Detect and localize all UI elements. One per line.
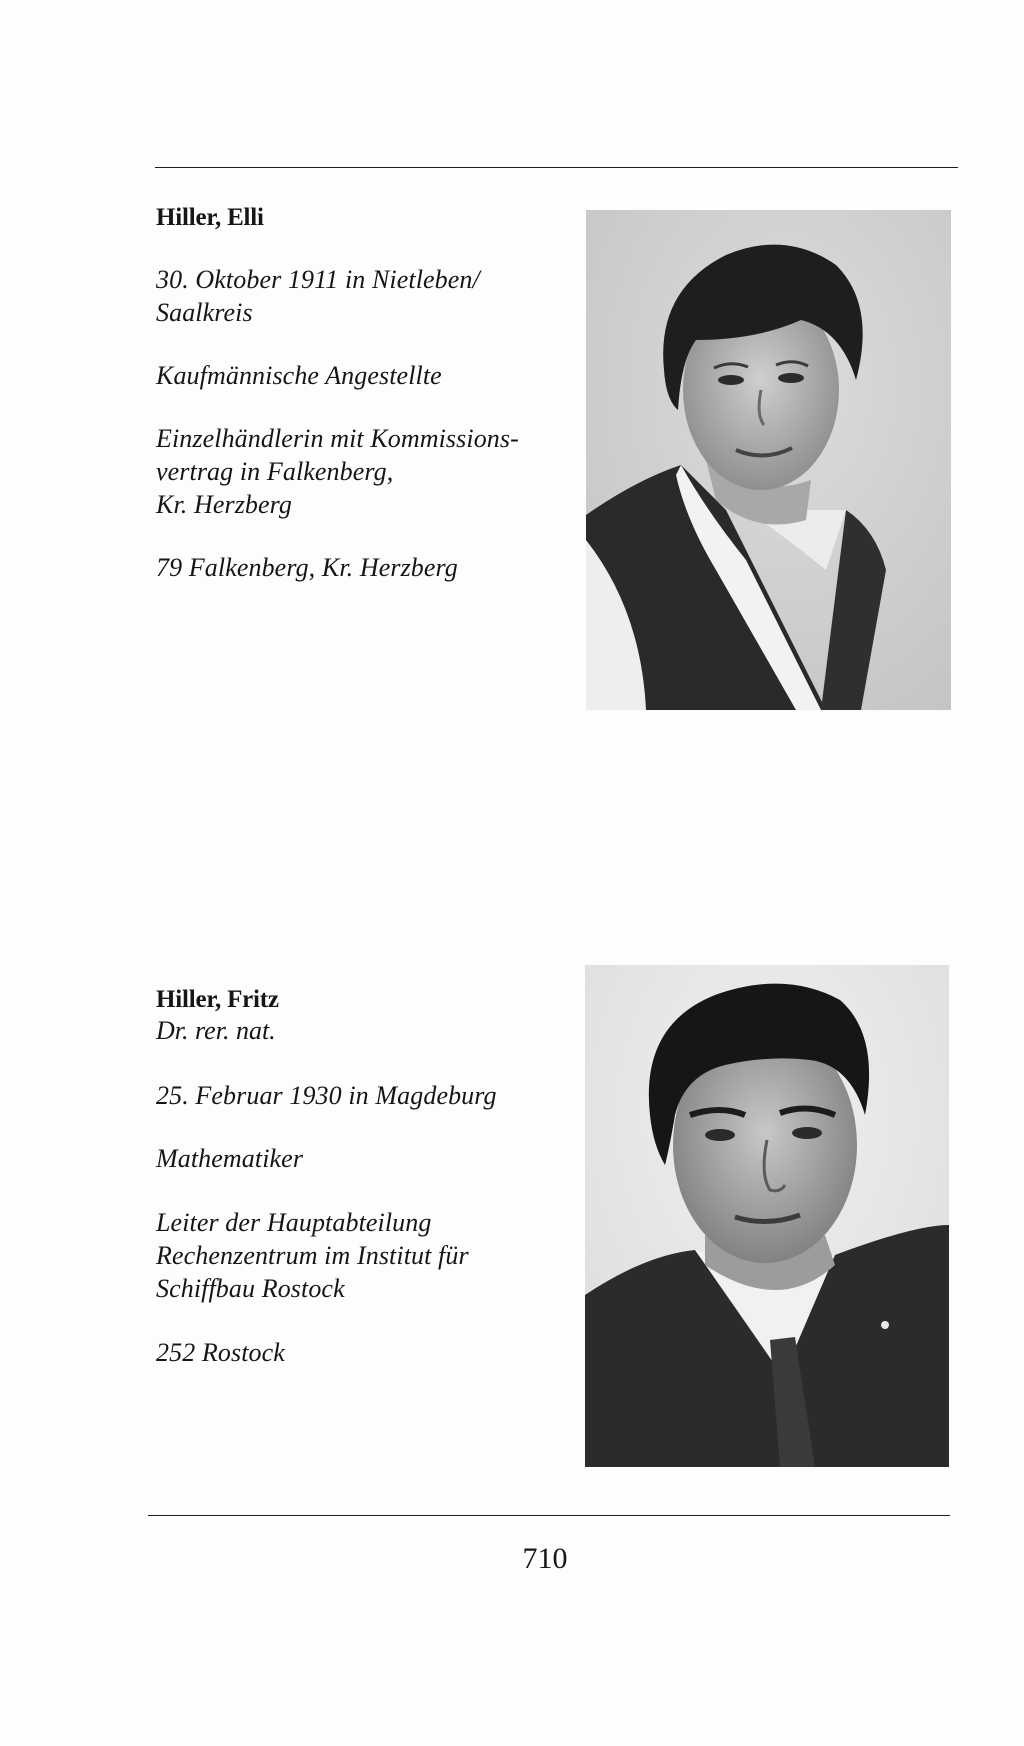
top-rule [155,167,958,168]
entry-name: Hiller, Fritz [156,986,279,1013]
entry-name: Hiller, Elli [156,204,264,231]
portrait-photo-elli [586,210,951,710]
entry-hiller-fritz [156,985,576,1369]
entry-address: 252 Rostock [156,1338,285,1367]
entry-title: Dr. rer. nat. [156,1016,276,1045]
bottom-rule [148,1515,950,1516]
entry-birth: 30. Oktober 1911 in Nietleben/ Saalkreis [156,265,480,327]
entry-profession: Kaufmännische Angestellte [156,361,442,390]
entry-profession: Mathematiker [156,1144,304,1173]
entry-hiller-elli [156,203,576,584]
entry-address: 79 Falkenberg, Kr. Herzberg [156,553,458,582]
portrait-photo-fritz [585,965,949,1467]
page-number: 710 [522,1542,568,1575]
entry-position: Leiter der Hauptabteilung Rechenzentrum im Institut für Schiffbau Rostock [156,1208,469,1303]
entry-position: Einzelhändlerin mit Kommissions- vertrag in Falkenberg, Kr. Herzberg [156,424,519,519]
entry-birth: 25. Februar 1930 in Magdeburg [156,1081,497,1110]
